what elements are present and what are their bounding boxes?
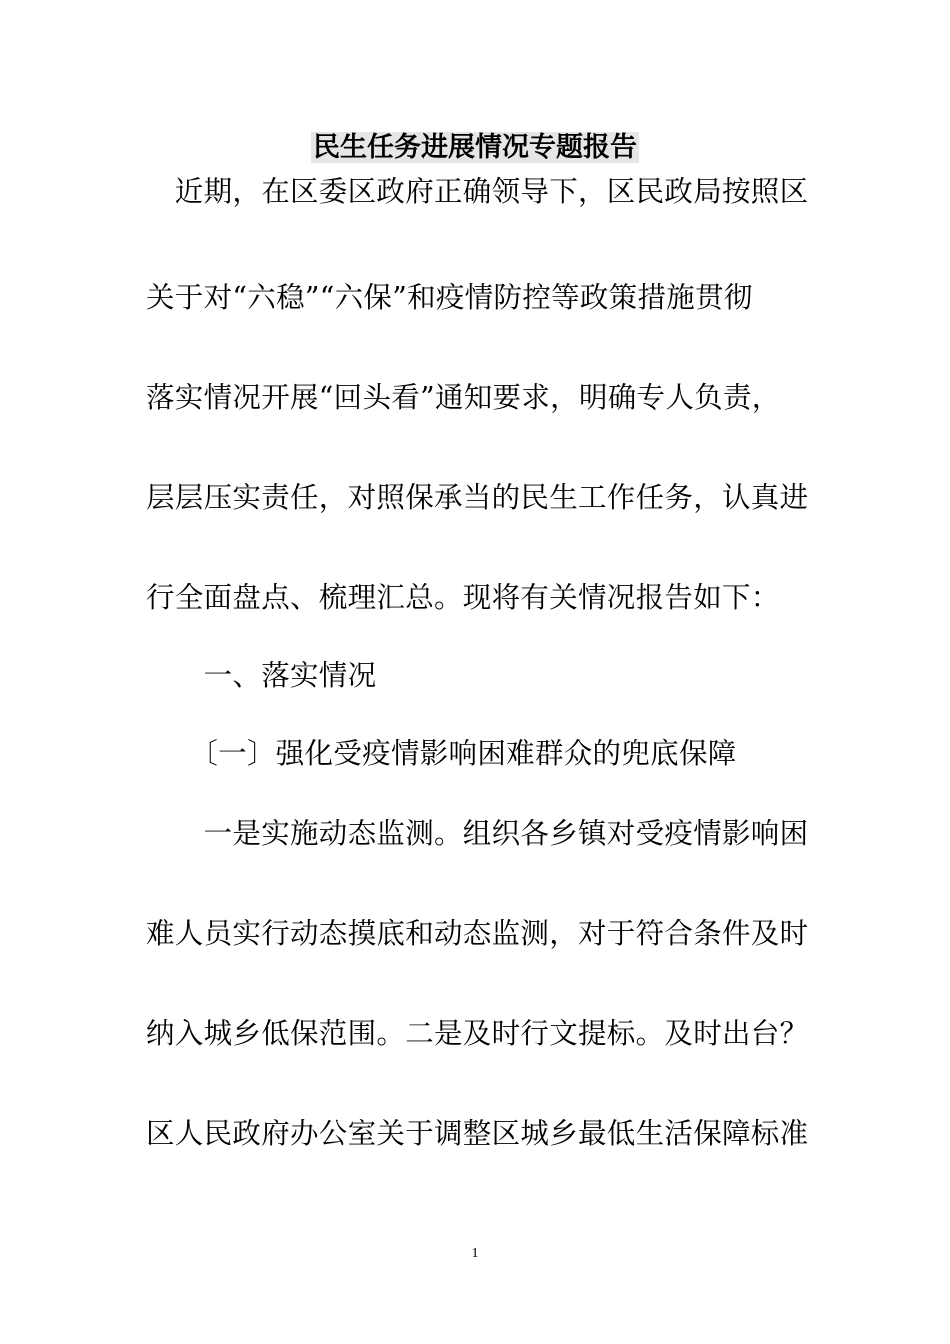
- document-title-text: 民生任务进展情况专题报告: [313, 132, 637, 163]
- paragraph-line: 关于对“六稳”“六保”和疫情防控等政策措施贯彻: [146, 281, 753, 314]
- paragraph-line: 落实情况开展“回头看”通知要求，明确专人负责，: [146, 381, 781, 414]
- paragraph-line: 层层压实责任，对照保承当的民生工作任务，认真进: [146, 481, 809, 514]
- page-number: 1: [471, 1246, 479, 1261]
- paragraph-line: 难人员实行动态摸底和动态监测，对于符合条件及时: [146, 917, 809, 950]
- section-heading: 一、落实情况: [146, 659, 377, 692]
- paragraph-line: 一是实施动态监测。组织各乡镇对受疫情影响困: [146, 817, 809, 850]
- paragraph-line: 行全面盘点、梳理汇总。现将有关情况报告如下：: [146, 581, 780, 614]
- paragraph-line: 纳入城乡低保范围。二是及时行文提标。及时出台？: [146, 1017, 809, 1050]
- subsection-heading: 〔一〕强化受疫情影响困难群众的兜底保障: [146, 737, 737, 770]
- paragraph-line: 区人民政府办公室关于调整区城乡最低生活保障标准: [146, 1117, 809, 1150]
- paragraph-line: 近期，在区委区政府正确领导下，区民政局按照区: [146, 175, 809, 208]
- document-title: [0, 128, 950, 168]
